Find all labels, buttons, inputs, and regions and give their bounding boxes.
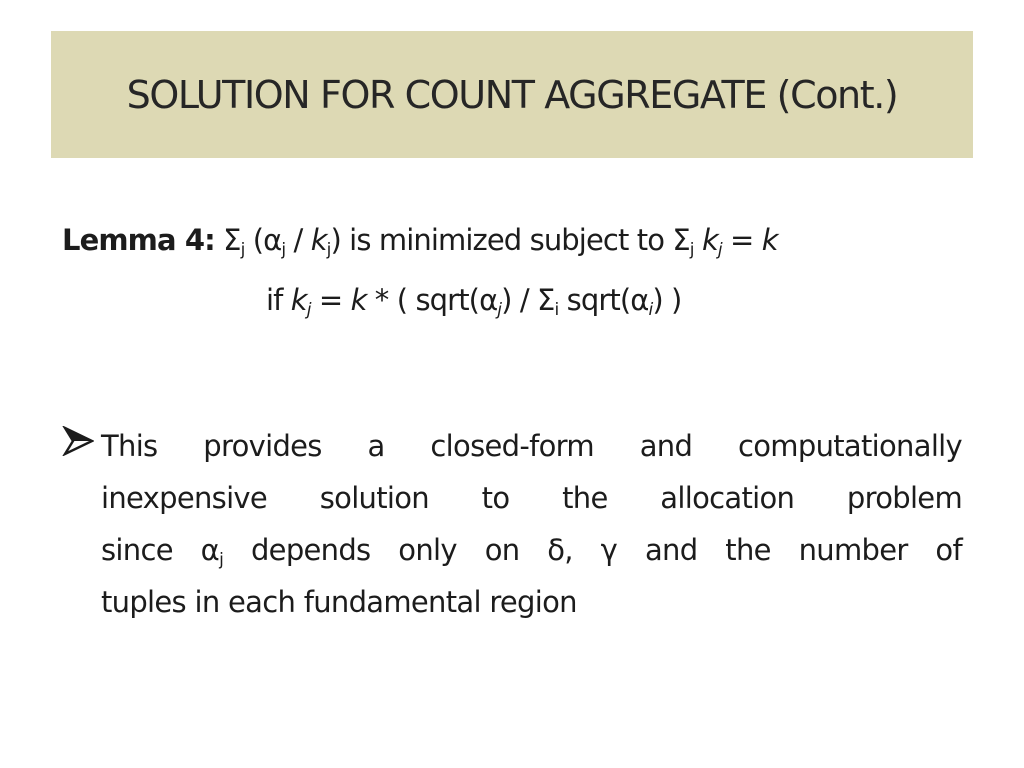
lemma-alpha-open: (α	[244, 223, 282, 257]
subscript-j-italic: j	[717, 240, 722, 260]
subscript-j: j	[240, 240, 245, 260]
lemma-slash: /	[285, 223, 311, 257]
variable-k: k	[310, 223, 327, 257]
bullet-line: inexpensive solution to the allocation problem	[101, 481, 962, 515]
lemma-sqrt-open: * ( sqrt(α	[366, 283, 498, 317]
lemma-minimized-text: ) is minimized subject to Σ	[330, 223, 690, 257]
slide-title: SOLUTION FOR COUNT AGGREGATE (Cont.)	[126, 72, 898, 117]
variable-k: k	[701, 223, 718, 257]
subscript-j-italic: j	[497, 300, 502, 320]
bullet-point	[62, 420, 962, 628]
title-bar	[51, 31, 973, 158]
lemma-sqrt-alpha: sqrt(α	[558, 283, 649, 317]
lemma-div-sigma: ) / Σ	[501, 283, 555, 317]
lemma-close: ) )	[652, 283, 682, 317]
lemma-condition	[266, 278, 681, 322]
subscript-j: j	[326, 240, 331, 260]
bullet-line: tuples in each fundamental region	[101, 585, 577, 619]
subscript-j-italic: j	[306, 300, 311, 320]
sigma-symbol: Σ	[223, 223, 241, 257]
bullet-since: since α	[101, 533, 220, 567]
variable-k: k	[350, 283, 367, 317]
spacer	[694, 223, 702, 257]
arrow-bullet-icon	[62, 426, 94, 456]
bullet-line: This provides a closed-form and computationally	[101, 429, 962, 463]
subscript-j: j	[219, 550, 224, 570]
subscript-i: i	[554, 300, 559, 320]
subscript-j: j	[689, 240, 694, 260]
equals-sign: =	[310, 283, 351, 317]
lemma-label: Lemma 4:	[62, 223, 215, 257]
lemma-statement	[62, 218, 962, 262]
lemma-if: if	[266, 283, 291, 317]
bullet-depends: depends only on δ, γ and the number of	[223, 533, 962, 567]
bullet-text	[101, 420, 962, 628]
equals-sign: =	[721, 223, 762, 257]
variable-k: k	[761, 223, 778, 257]
bullet-line	[101, 524, 962, 576]
subscript-i-italic: i	[648, 300, 653, 320]
variable-k: k	[290, 283, 307, 317]
subscript-j: j	[281, 240, 286, 260]
